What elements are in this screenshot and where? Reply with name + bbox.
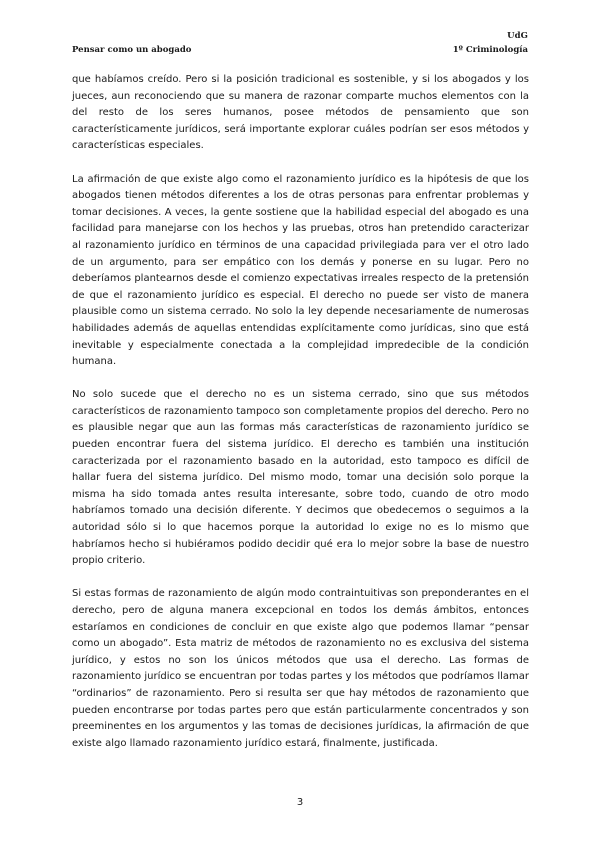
running-header — [72, 45, 528, 55]
header-course: 1º Criminología — [452, 45, 528, 55]
header-document-title: Pensar como un abogado — [72, 45, 192, 55]
body-text — [72, 72, 529, 769]
paragraph: La afirmación de que existe algo como el razonamiento jurídico es la hipótesis de que los abogados tienen métodos diferentes a los de otras personas para enfrentar problemas y tomar decisiones. A veces, la gente sostiene que la habilidad especial del abogado es una facilidad para manejarse con los hechos y las pruebas, otros han pretendido caracterizar al razonamiento jurídico en términos de una capacidad privilegiada para ver el otro lado de un argumento, para ser empático con los demás y ponerse en su lugar. Pero no deberíamos plantearnos desde el comienzo expectativas irreales respecto de la pretensión de que el razonamiento jurídico es especial. El derecho no puede ser visto de manera plausible como un sistema cerrado. No solo la ley depende necesariamente de numerosas habilidades además de aquellas entendidas explícitamente como jurídicas, sino que está inevitable y especialmente conectada a la complejidad impredecible de la condición humana. — [72, 173, 529, 368]
paragraph: No solo sucede que el derecho no es un sistema cerrado, sino que sus métodos característicos de razonamiento tampoco son completamente propios del derecho. Pero no es plausible negar que aun las formas más características de razonamiento jurídico se pueden encontrar fuera del sistema jurídico. El derecho es también una institución caracterizada por el razonamiento basado en la autoridad, esto tampoco es difícil de hallar fuera del sistema jurídico. Del mismo modo, tomar una decisión solo porque la misma ha sido tomada antes resulta interesante, sobre todo, cuando de otro modo habríamos tomado una decisión diferente. Y decimos que obedecemos o seguimos a la autoridad sólo si lo que hacemos porque la autoridad lo exige no es lo mismo que habríamos hecho si hubiéramos podido decidir qué era lo mejor sobre la base de nuestro propio criterio. — [72, 389, 529, 567]
paragraph: que habíamos creído. Pero si la posición tradicional es sostenible, y si los abogados y los jueces, aun reconociendo que su manera de razonar comparte muchos elementos con la del resto de los seres humanos, posee métodos de pensamiento que son característicamente jurídicos, será importante explorar cuáles podrían ser esos métodos y características especiales. — [72, 74, 529, 152]
header-institution: UdG — [507, 31, 528, 41]
page-number: 3 — [296, 797, 304, 808]
paragraph: Si estas formas de razonamiento de algún modo contraintuitivas son preponderantes en el derecho, pero de alguna manera excepcional en todos los demás ámbitos, entonces estaríamos en condiciones de concluir en que existe algo que podemos llamar “pensar como un abogado”. Esta matriz de métodos de razonamiento no es exclusiva del sistema jurídico, y estos no son los únicos métodos que usa el derecho. Las formas de razonamiento jurídico se encuentran por todas partes y los métodos que podríamos llamar “ordinarios” de razonamiento. Pero si resulta ser que hay métodos de razonamiento que pueden encontrarse por todas partes pero que están particularmente concentrados y son preeminentes en los argumentos y las tomas de decisiones jurídicas, la afirmación de que existe algo llamado razonamiento jurídico estará, finalmente, justificada. — [72, 588, 529, 749]
